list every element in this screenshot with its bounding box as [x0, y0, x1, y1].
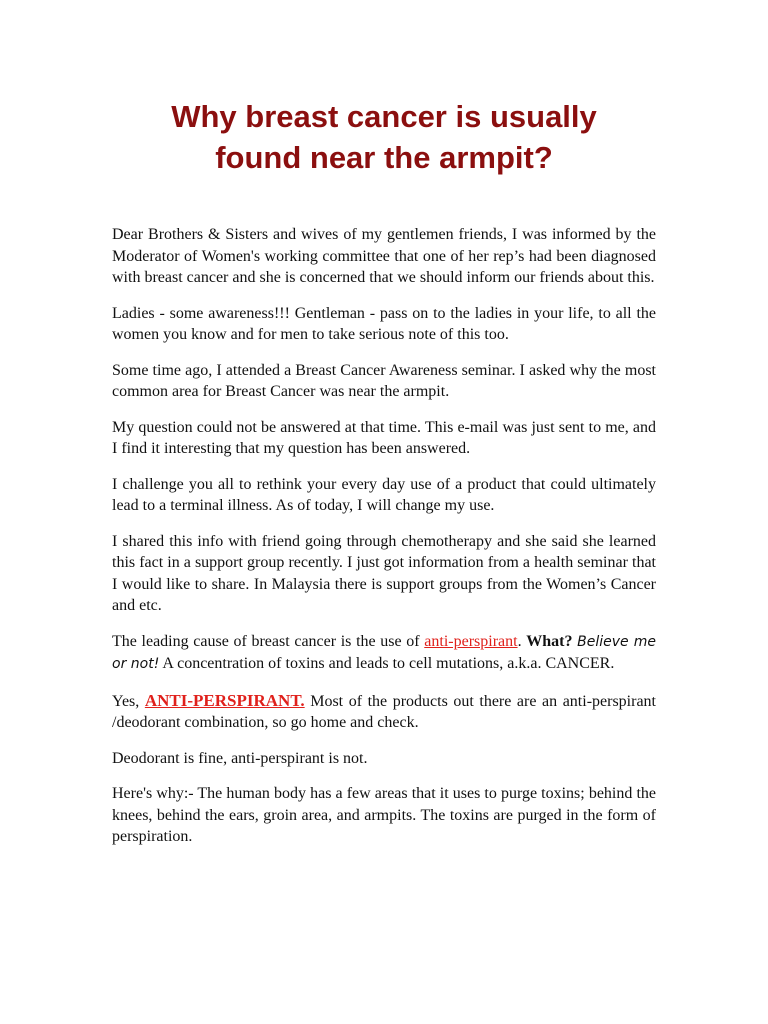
anti-perspirant-emphasis-link[interactable]: ANTI-PERSPIRANT.	[144, 690, 305, 710]
paragraph-7	[112, 631, 656, 676]
paragraph-4: My question could not be answered at that time. This e-mail was just sent to me, and I find it interesting that my question has been answered.	[112, 418, 656, 457]
paragraph-6: I shared this info with friend going through chemotherapy and she said she learned this fact in a support group recently. I just got information from a health seminar that I would like to share. In Malaysia there is support groups from the Women’s Cancer and etc.	[112, 532, 656, 614]
paragraph-8	[112, 690, 656, 734]
paragraph-9: Deodorant is fine, anti-perspirant is not.	[112, 749, 368, 767]
p7-what-bold: What?	[526, 632, 573, 650]
p8-text-after: Most of the products out there are an anti-perspirant /deodorant combination, so go home and check.	[112, 692, 657, 731]
p7-believe-italic: Believe me or not!	[112, 633, 657, 672]
title-line-1: Why breast cancer is usually	[171, 99, 597, 134]
paragraph-1: Dear Brothers & Sisters and wives of my gentlemen friends, I was informed by the Moderator of Women's working committee that one of her rep’s had been diagnosed with breast cancer and she is concerned that we should inform our friends about this.	[112, 226, 656, 286]
p7-text-after: A concentration of toxins and leads to cell mutations, a.k.a. CANCER.	[159, 655, 615, 672]
document-body	[112, 224, 656, 862]
paragraph-2: Ladies - some awareness!!! Gentleman - pass on to the ladies in your life, to all the women you know and for men to take serious note of this too.	[112, 304, 656, 343]
anti-perspirant-link[interactable]: anti-perspirant	[424, 632, 518, 650]
title-line-2: found near the armpit?	[215, 140, 553, 175]
paragraph-3: Some time ago, I attended a Breast Cancer Awareness seminar. I asked why the most common area for Breast Cancer was near the armpit.	[112, 361, 656, 400]
p8-text-before: Yes,	[112, 692, 145, 710]
p7-dot: .	[517, 632, 527, 650]
page-title	[110, 96, 658, 178]
paragraph-5: I challenge you all to rethink your every day use of a product that could ultimately lead to a terminal illness. As of today, I will change my use.	[112, 475, 656, 514]
p7-text-before: The leading cause of breast cancer is the use of	[112, 632, 425, 650]
paragraph-10: Here's why:- The human body has a few areas that it uses to purge toxins; behind the knees, behind the ears, groin area, and armpits. The toxins are purged in the form of perspiration.	[112, 785, 656, 845]
